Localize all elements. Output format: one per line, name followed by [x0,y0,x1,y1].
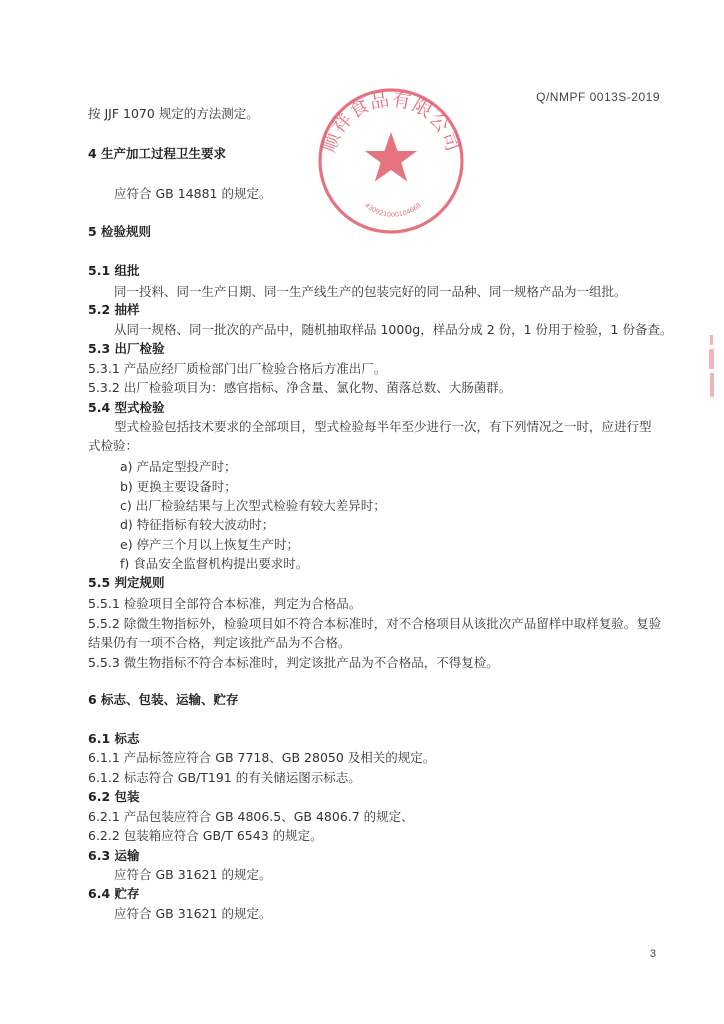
list-item: b) 更换主要设备时； [120,479,237,494]
body-line: 6.2.1 产品包装应符合 GB 4806.5、GB 4806.7 的规定、 [88,809,414,824]
subsection-heading: 6.2 包装 [88,789,140,804]
list-item: c) 出厂检验结果与上次型式检验有较大差异时； [120,498,386,513]
body-line: 6.1.2 标志符合 GB/T191 的有关储运图示标志。 [88,770,361,785]
list-item: d) 特征指标有较大波动时； [120,517,275,532]
body-line: 按 JJF 1070 规定的方法测定。 [88,106,259,121]
list-item: e) 停产三个月以上恢复生产时； [120,537,300,552]
list-item: a) 产品定型投产时； [120,459,237,474]
company-seal-stamp [316,86,466,236]
subsection-heading: 6.3 运输 [88,848,140,863]
seal-name-text: 顺祥食品有限公司 [317,88,465,156]
page-number: 3 [649,948,656,960]
body-line: 6.1.1 产品标签应符合 GB 7718、GB 28050 及相关的规定。 [88,750,436,765]
body-line: 应符合 GB 14881 的规定。 [114,186,272,201]
section-heading: 6 标志、包装、运输、贮存 [88,692,239,707]
subsection-heading: 6.1 标志 [88,731,140,746]
body-line: 5.3.1 产品应经厂质检部门出厂检验合格后方准出厂。 [88,361,387,376]
svg-text:430921000104668 [363,201,422,219]
list-item: f) 食品安全监督机构提出要求时。 [120,556,309,571]
subsection-heading: 5.4 型式检验 [88,400,165,415]
body-line: 结果仍有一项不合格，判定该批产品为不合格。 [88,635,351,650]
subsection-heading: 5.3 出厂检验 [88,341,165,356]
body-line: 型式检验包括技术要求的全部项目，型式检验每半年至少进行一次，有下列情况之一时，应进行型 [114,419,652,434]
subsection-heading: 5.1 组批 [88,263,140,278]
subsection-heading: 5.2 抽样 [88,302,140,317]
edge-seal-fragment [708,335,717,401]
body-line: 同一投料、同一生产日期、同一生产线生产的包装完好的同一品种、同一规格产品为一组批。 [114,284,627,299]
section-heading: 5 检验规则 [88,224,152,239]
body-line: 5.5.1 检验项目全部符合本标准，判定为合格品。 [88,596,362,611]
section-heading: 4 生产加工过程卫生要求 [88,146,227,161]
body-line: 应符合 GB 31621 的规定。 [114,867,272,882]
document-id: Q/NMPF 0013S-2019 [536,90,660,104]
subsection-heading: 5.5 判定规则 [88,575,165,590]
body-line: 5.3.2 出厂检验项目为：感官指标、净含量、氯化物、菌落总数、大肠菌群。 [88,380,512,395]
body-line: 式检验： [88,438,139,453]
seal-star-icon [365,132,417,182]
body-line: 5.5.3 微生物指标不符合本标准时，判定该批产品为不合格品，不得复检。 [88,655,499,670]
subsection-heading: 6.4 贮存 [88,886,140,901]
seal-number-text: 430921000104668 [363,201,423,219]
body-line: 5.5.2 除微生物指标外，检验项目如不符合本标准时，对不合格项目从该批次产品留样中取样复验。复验 [88,616,662,631]
body-line: 从同一规格、同一批次的产品中，随机抽取样品 1000g，样品分成 2 份，1 份用于检验，1 份备查。 [114,322,673,337]
body-line: 应符合 GB 31621 的规定。 [114,906,272,921]
body-line: 6.2.2 包装箱应符合 GB/T 6543 的规定。 [88,828,323,843]
